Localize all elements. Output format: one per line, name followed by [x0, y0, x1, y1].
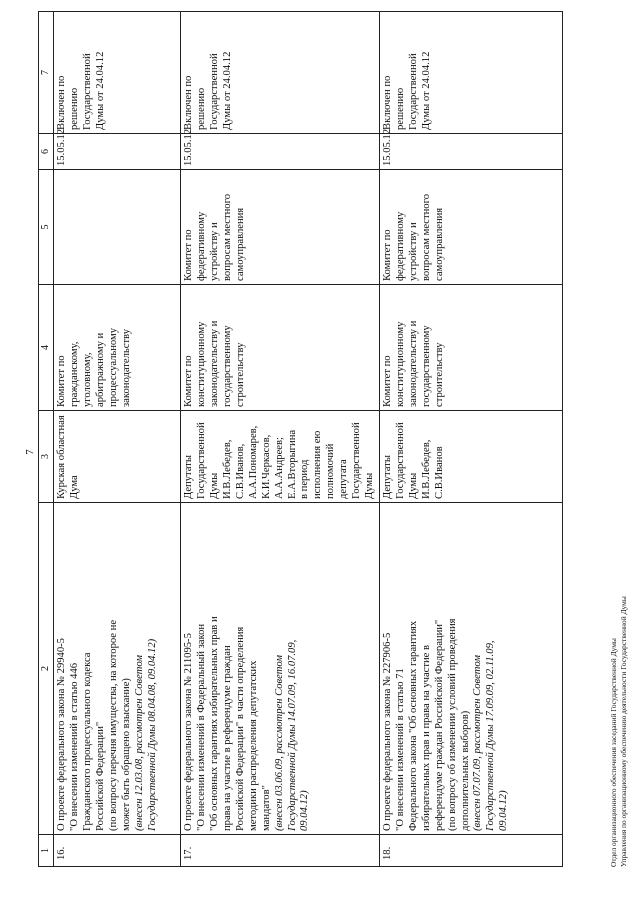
bill-note-line: 09.04.12)	[299, 790, 311, 831]
consideration-date: 15.05.12	[181, 134, 380, 170]
row-number: 17.	[181, 835, 380, 867]
co-committee-line: самоуправления	[433, 207, 445, 281]
initiator-line: С.В.Иванов,	[234, 443, 246, 499]
decision	[181, 12, 380, 134]
decision-line: решению	[394, 87, 406, 130]
committee-line: законодательству и	[209, 320, 221, 407]
responsible-committee	[54, 285, 181, 411]
initiator-line: Е.А.Вторыгина	[286, 429, 298, 499]
bill-text-line: (по вопросу об изменении условий проведения	[446, 618, 458, 831]
committee-line: Комитет по	[56, 355, 68, 407]
co-committee-line: самоуправления	[234, 207, 246, 281]
bill-note-line: (внесен 07.07.09, рассмотрен Советом	[472, 655, 484, 831]
bill-text-line: дополнительных выборов)	[459, 710, 471, 831]
column-number: 7	[39, 12, 54, 134]
row-number: 16.	[54, 835, 181, 867]
bill-note-line: (внесен 12.03.08, рассмотрен Советом	[133, 655, 145, 831]
initiator-line: И.В.Лебедев,	[221, 439, 233, 499]
bill-text-line: "О внесении изменений в статью 446	[69, 662, 81, 831]
committee-line: гражданскому,	[69, 341, 81, 407]
initiator-line: Депутаты	[382, 455, 394, 499]
table-row	[181, 12, 380, 867]
co-committee	[54, 170, 181, 285]
decision	[54, 12, 181, 134]
decision-line: Включен по	[183, 75, 195, 130]
bill-title: О проекте федерального закона № 211095-5	[183, 633, 195, 831]
decision-line: Государственной	[407, 53, 419, 130]
bill-text-line: (по вопросу перечня имущества, на которое не	[107, 619, 119, 831]
decision-line: Включен по	[382, 75, 394, 130]
initiator	[181, 411, 380, 503]
committee-line: арбитражному и	[94, 332, 106, 407]
column-number: 5	[39, 170, 54, 285]
committee-line: строительству	[433, 342, 445, 407]
initiator-line: Думы	[364, 472, 376, 499]
initiator-line: Государственной	[351, 422, 363, 499]
bill-text-line: мандатов"	[260, 785, 272, 831]
row-number: 18.	[380, 835, 563, 867]
bill-note-line: 09.04.12)	[498, 790, 510, 831]
bill-text-line: "О внесении изменений в статью 71	[394, 668, 406, 831]
bill-text-line: Российской Федерации"	[94, 721, 106, 831]
page-number: 7	[24, 449, 36, 455]
decision-line: решению	[69, 87, 81, 130]
decision-line: Думы от 24.04.12	[94, 51, 106, 130]
bill-text-line: методики распределения депутатских	[247, 660, 259, 831]
bill-note-line: (внесен 03.06.09, рассмотрен Советом	[273, 655, 285, 831]
bill-description	[54, 503, 181, 835]
committee-line: конституционному	[394, 321, 406, 407]
table-row	[54, 12, 181, 867]
bill-text-line: референдуме граждан Российской Федерации"	[433, 619, 445, 831]
decision-line: Думы от 24.04.12	[420, 51, 432, 130]
initiator-line: А.А.Пономарев,	[247, 425, 259, 499]
bill-text-line: права на участие в референдуме граждан	[221, 645, 233, 831]
bill-note	[472, 506, 511, 831]
bill-title: О проекте федерального закона № 227906-5	[382, 632, 394, 831]
bill-text-line: Гражданского процессуального кодекса	[82, 652, 94, 831]
co-committee-line: Комитет по	[382, 229, 394, 281]
column-number-row	[39, 12, 54, 867]
responsible-committee	[380, 285, 563, 411]
initiator-line: Депутаты	[183, 455, 195, 499]
footer-directorate: Управления по организационному обеспечению деятельности Государственной Думы	[619, 596, 628, 867]
decision-line: Включен по	[56, 75, 68, 130]
co-committee-line: устройству и	[407, 222, 419, 281]
committee-line: процессуальному	[107, 328, 119, 407]
committee-line: законодательству и	[407, 320, 419, 407]
committee-line: Комитет по	[382, 355, 394, 407]
bill-description	[181, 503, 380, 835]
committee-line: Комитет по	[183, 355, 195, 407]
initiator	[380, 411, 563, 503]
co-committee-line: вопросам местного	[420, 194, 432, 281]
decision-line: Государственной	[82, 53, 94, 130]
table-row	[380, 12, 563, 867]
footer-department: Отдел организационного обеспечения заседаний Государственной Думы	[609, 638, 618, 867]
bill-text-line: Федерального закона "Об основных гарантиях	[407, 620, 419, 831]
column-number: 2	[39, 503, 54, 835]
column-number: 3	[39, 411, 54, 503]
initiator-line: в период	[299, 459, 311, 499]
co-committee-line: устройству и	[209, 222, 221, 281]
initiator-line: И.В.Лебедев,	[420, 439, 432, 499]
co-committee	[380, 170, 563, 285]
bill-text-line: "О внесении изменений в Федеральный закон	[196, 623, 208, 831]
initiator-line: депутата	[338, 459, 350, 499]
bill-text-line: может быть обращено взыскание)	[120, 678, 132, 831]
initiator-line: Государственной	[196, 422, 208, 499]
responsible-committee	[181, 285, 380, 411]
bill-note-line: Государственной Думы 17.09.09, 02.11.09,	[485, 640, 497, 831]
bill-description	[380, 503, 563, 835]
consideration-date: 15.05.12	[54, 134, 181, 170]
initiator-line: К.И.Черкасов,	[260, 434, 272, 499]
bill-note	[134, 506, 160, 831]
committee-line: конституционному	[196, 321, 208, 407]
initiator-line: полномочий	[325, 443, 337, 499]
decision-line: решению	[196, 87, 208, 130]
committee-line: государственному	[420, 325, 432, 407]
initiator	[54, 411, 181, 503]
column-number: 1	[39, 835, 54, 867]
decision-line: Государственной	[209, 53, 221, 130]
co-committee	[181, 170, 380, 285]
committee-line: уголовному,	[82, 352, 94, 407]
bill-note-line: Государственной Думы 08.04.08, 09.04.12)	[146, 638, 158, 831]
bill-title: О проекте федерального закона № 29940-5	[56, 638, 68, 831]
initiator-line: С.В.Иванов	[433, 446, 445, 499]
initiator-line: исполнения ею	[312, 430, 324, 499]
initiator-line: Курская областная	[56, 415, 68, 499]
co-committee-line: Комитет по	[183, 229, 195, 281]
initiator-line: А.А.Андреев;	[273, 437, 285, 499]
initiator-line: Государственной	[394, 422, 406, 499]
committee-line: строительству	[234, 342, 246, 407]
bill-note-line: Государственной Думы 14.07.09, 16.07.09,	[286, 639, 298, 831]
agenda-table	[38, 11, 563, 867]
consideration-date: 15.05.12	[380, 134, 563, 170]
decision-line: Думы от 24.04.12	[221, 51, 233, 130]
committee-line: государственному	[221, 325, 233, 407]
initiator-line: Дума	[69, 475, 81, 499]
decision	[380, 12, 563, 134]
column-number: 4	[39, 285, 54, 411]
committee-line: законодательству	[120, 329, 132, 407]
column-number: 6	[39, 134, 54, 170]
bill-text-line: Российской Федерации" в части определения	[234, 626, 246, 831]
bill-text-line: избирательных прав и права на участие в	[420, 644, 432, 831]
co-committee-line: федеративному	[196, 211, 208, 281]
co-committee-line: федеративному	[394, 211, 406, 281]
bill-text-line: "Об основных гарантиях избирательных прав и	[209, 616, 221, 831]
initiator-line: Думы	[209, 472, 221, 499]
bill-note	[274, 506, 313, 831]
co-committee-line: вопросам местного	[221, 194, 233, 281]
initiator-line: Думы	[407, 472, 419, 499]
